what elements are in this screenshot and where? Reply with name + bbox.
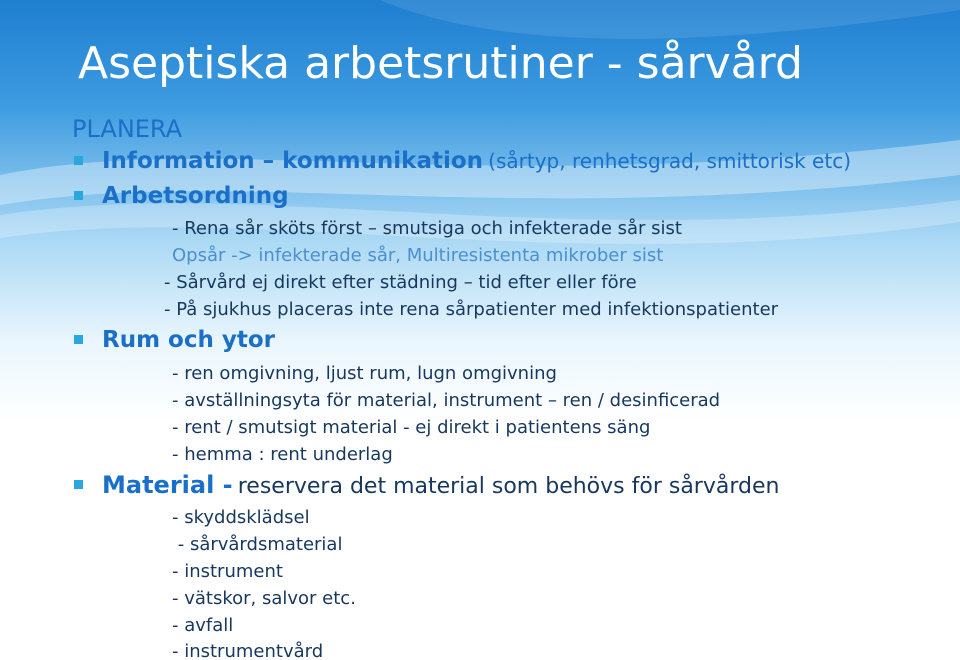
material-line-5: - avfall — [172, 615, 234, 636]
square-bullet-icon — [74, 191, 83, 200]
square-bullet-icon — [74, 156, 83, 165]
material-line-2: - sårvårdsmaterial — [172, 534, 343, 555]
bullet-material-bold: Material - — [102, 471, 233, 499]
bullet-information-bold: Information – kommunikation — [102, 148, 484, 174]
bullet-information — [102, 148, 851, 174]
square-bullet-icon — [74, 335, 83, 344]
rum-line-3: - rent / smutsigt material - ej direkt i patientens säng — [172, 417, 651, 438]
slide-title: Aseptiska arbetsrutiner - sårvård — [78, 38, 803, 89]
square-bullet-icon — [74, 480, 83, 489]
bullet-material-rest: reservera det material som behövs för sårvården — [237, 474, 780, 499]
material-line-3: - instrument — [172, 561, 283, 582]
material-line-1: - skyddsklädsel — [172, 507, 310, 528]
material-line-4: - vätskor, salvor etc. — [172, 588, 356, 609]
bullet-material — [102, 471, 779, 499]
bullet-arbetsordning: Arbetsordning — [102, 183, 289, 209]
arbetsordning-line-1: - Rena sår sköts först – smutsiga och infekterade sår sist — [172, 218, 682, 239]
rum-line-1: - ren omgivning, ljust rum, lugn omgivning — [172, 363, 557, 384]
rum-line-4: - hemma : rent underlag — [172, 444, 393, 465]
material-line-6: - instrumentvård — [172, 641, 324, 660]
bullet-rum-och-ytor: Rum och ytor — [102, 327, 276, 353]
arbetsordning-line-4: - På sjukhus placeras inte rena sårpatienter med infektionspatienter — [164, 299, 779, 320]
arbetsordning-line-2: Opsår -> infekterade sår, Multiresistenta mikrober sist — [172, 245, 664, 266]
bullet-information-rest: (sårtyp, renhetsgrad, smittorisk etc) — [488, 149, 851, 173]
rum-line-2: - avställningsyta för material, instrument – ren / desinficerad — [172, 390, 721, 411]
arbetsordning-line-3: - Sårvård ej direkt efter städning – tid efter eller före — [164, 272, 637, 293]
section-heading: PLANERA — [72, 115, 183, 143]
